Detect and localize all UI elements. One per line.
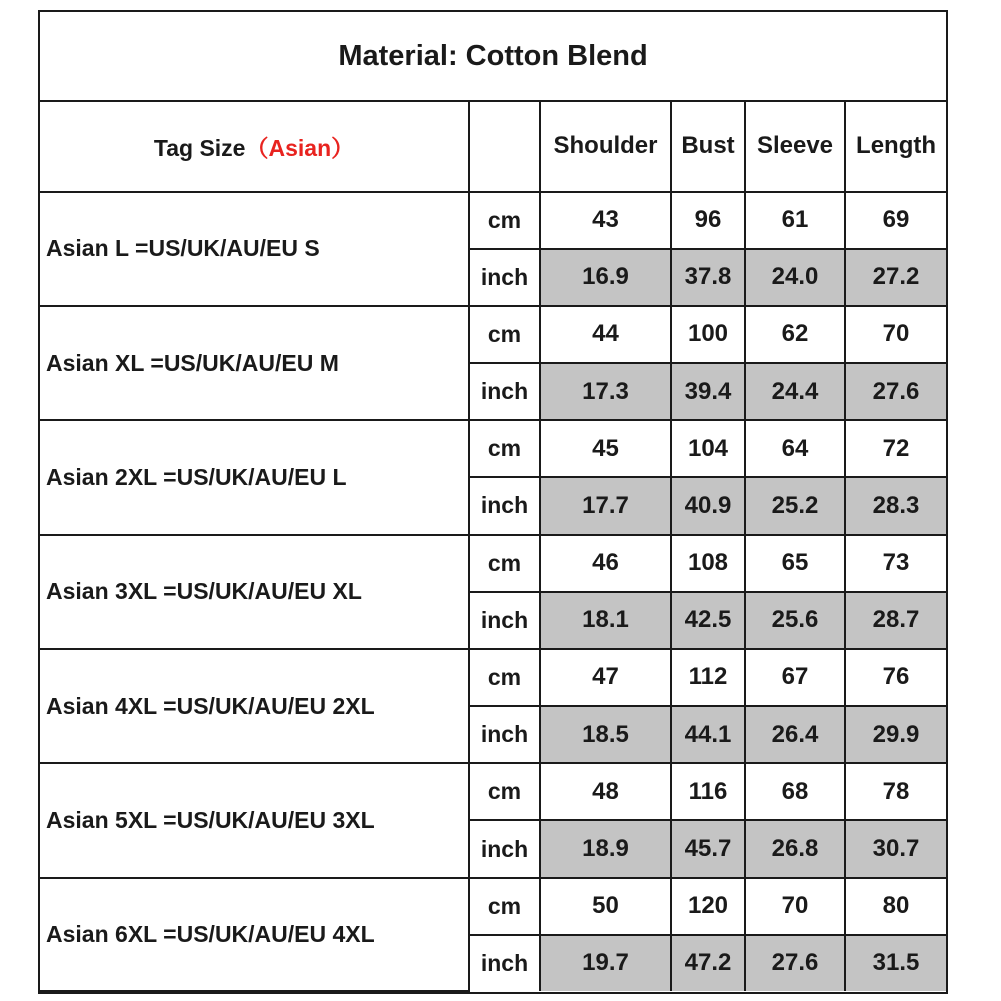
value-sleeve-cm: 64	[745, 420, 845, 477]
size-label: Asian L =US/UK/AU/EU S	[40, 192, 469, 306]
value-sleeve-inch: 27.6	[745, 935, 845, 991]
value-shoulder-inch: 18.5	[540, 706, 671, 763]
value-sleeve-inch: 26.8	[745, 820, 845, 877]
value-shoulder-cm: 45	[540, 420, 671, 477]
unit-label-cm: cm	[469, 420, 540, 477]
unit-label-inch: inch	[469, 820, 540, 877]
value-shoulder-inch: 17.7	[540, 477, 671, 534]
unit-label-cm: cm	[469, 535, 540, 592]
value-bust-inch: 37.8	[671, 249, 745, 306]
value-shoulder-cm: 50	[540, 878, 671, 935]
unit-label-inch: inch	[469, 592, 540, 649]
value-sleeve-cm: 61	[745, 192, 845, 249]
size-row-cm	[40, 878, 946, 935]
size-chart-table	[40, 12, 946, 992]
tag-size-region: （Asian）	[245, 134, 355, 161]
size-row-cm	[40, 306, 946, 363]
value-bust-cm: 112	[671, 649, 745, 706]
value-bust-inch: 47.2	[671, 935, 745, 991]
value-sleeve-inch: 24.0	[745, 249, 845, 306]
unit-label-inch: inch	[469, 477, 540, 534]
size-row-cm	[40, 535, 946, 592]
value-bust-inch: 42.5	[671, 592, 745, 649]
column-header-sleeve: Sleeve	[745, 101, 845, 191]
unit-label-inch: inch	[469, 249, 540, 306]
unit-label-cm: cm	[469, 649, 540, 706]
size-row-cm	[40, 192, 946, 249]
size-label: Asian 4XL =US/UK/AU/EU 2XL	[40, 649, 469, 763]
chart-title: Material: Cotton Blend	[40, 12, 946, 101]
unit-label-cm: cm	[469, 306, 540, 363]
value-shoulder-inch: 19.7	[540, 935, 671, 991]
tag-size-label: Tag Size	[153, 134, 246, 161]
value-sleeve-inch: 24.4	[745, 363, 845, 420]
value-length-cm: 70	[845, 306, 946, 363]
value-bust-inch: 40.9	[671, 477, 745, 534]
size-label: Asian 2XL =US/UK/AU/EU L	[40, 420, 469, 534]
value-shoulder-cm: 43	[540, 192, 671, 249]
value-bust-cm: 96	[671, 192, 745, 249]
size-row-cm	[40, 763, 946, 820]
value-bust-inch: 39.4	[671, 363, 745, 420]
value-length-inch: 28.3	[845, 477, 946, 534]
value-bust-cm: 104	[671, 420, 745, 477]
value-bust-inch: 44.1	[671, 706, 745, 763]
unit-label-cm: cm	[469, 878, 540, 935]
value-shoulder-cm: 47	[540, 649, 671, 706]
size-label: Asian 5XL =US/UK/AU/EU 3XL	[40, 763, 469, 877]
size-label: Asian XL =US/UK/AU/EU M	[40, 306, 469, 420]
value-bust-cm: 108	[671, 535, 745, 592]
value-sleeve-cm: 67	[745, 649, 845, 706]
value-length-cm: 73	[845, 535, 946, 592]
value-length-cm: 78	[845, 763, 946, 820]
value-shoulder-cm: 46	[540, 535, 671, 592]
unit-label-inch: inch	[469, 706, 540, 763]
value-bust-inch: 45.7	[671, 820, 745, 877]
value-length-cm: 69	[845, 192, 946, 249]
value-length-inch: 31.5	[845, 935, 946, 991]
value-length-cm: 76	[845, 649, 946, 706]
value-length-inch: 27.2	[845, 249, 946, 306]
size-label: Asian 3XL =US/UK/AU/EU XL	[40, 535, 469, 649]
value-shoulder-inch: 16.9	[540, 249, 671, 306]
value-shoulder-cm: 44	[540, 306, 671, 363]
value-sleeve-inch: 25.2	[745, 477, 845, 534]
unit-label-cm: cm	[469, 192, 540, 249]
value-length-inch: 28.7	[845, 592, 946, 649]
value-length-cm: 72	[845, 420, 946, 477]
value-shoulder-inch: 18.9	[540, 820, 671, 877]
value-sleeve-cm: 65	[745, 535, 845, 592]
value-sleeve-inch: 26.4	[745, 706, 845, 763]
value-sleeve-inch: 25.6	[745, 592, 845, 649]
value-sleeve-cm: 62	[745, 306, 845, 363]
value-bust-cm: 100	[671, 306, 745, 363]
value-sleeve-cm: 70	[745, 878, 845, 935]
value-sleeve-cm: 68	[745, 763, 845, 820]
value-length-inch: 27.6	[845, 363, 946, 420]
unit-label-inch: inch	[469, 363, 540, 420]
column-header-length: Length	[845, 101, 946, 191]
column-header-shoulder: Shoulder	[540, 101, 671, 191]
size-row-cm	[40, 420, 946, 477]
value-length-inch: 29.9	[845, 706, 946, 763]
size-label: Asian 6XL =US/UK/AU/EU 4XL	[40, 878, 469, 991]
header-row	[40, 101, 946, 191]
title-row	[40, 12, 946, 101]
unit-label-inch: inch	[469, 935, 540, 991]
unit-label-cm: cm	[469, 763, 540, 820]
tag-size-header	[40, 101, 469, 191]
value-length-inch: 30.7	[845, 820, 946, 877]
unit-header-blank	[469, 101, 540, 191]
value-bust-cm: 116	[671, 763, 745, 820]
value-shoulder-inch: 17.3	[540, 363, 671, 420]
value-length-cm: 80	[845, 878, 946, 935]
size-chart	[38, 10, 948, 994]
value-shoulder-inch: 18.1	[540, 592, 671, 649]
value-bust-cm: 120	[671, 878, 745, 935]
size-row-cm	[40, 649, 946, 706]
column-header-bust: Bust	[671, 101, 745, 191]
value-shoulder-cm: 48	[540, 763, 671, 820]
